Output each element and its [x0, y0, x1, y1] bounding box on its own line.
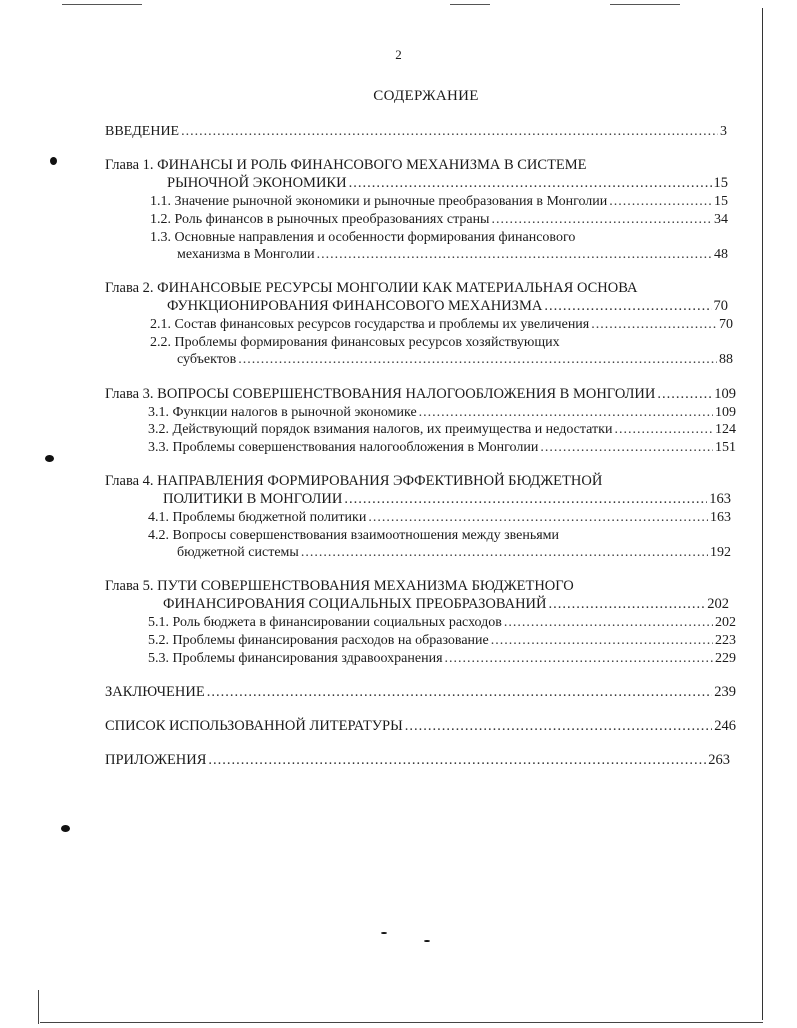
page-title: СОДЕРЖАНИЕ — [373, 88, 479, 104]
leader-dots — [540, 439, 713, 456]
toc-page: 34 — [714, 212, 728, 227]
toc-page: 15 — [713, 175, 728, 191]
leader-dots — [491, 632, 713, 649]
toc-label: РЫНОЧНОЙ ЭКОНОМИКИ — [167, 175, 347, 191]
toc-entry-section-5-3[interactable] — [148, 650, 736, 667]
leader-dots — [549, 596, 706, 613]
toc-label: 1.2. Роль финансов в рыночных преобразованиях страны — [150, 212, 490, 227]
scan-edge-left — [38, 990, 39, 1024]
toc-page: 15 — [714, 194, 728, 209]
toc-label: ПРИЛОЖЕНИЯ — [105, 752, 207, 768]
toc-page: 70 — [713, 298, 728, 314]
toc-page: 88 — [719, 352, 733, 367]
toc-entry-conclusion[interactable] — [105, 684, 736, 701]
toc-entry-chapter-3[interactable] — [105, 386, 736, 403]
toc-label: бюджетной системы — [177, 545, 299, 560]
scan-mark-top — [450, 4, 490, 5]
toc-entry-section-4-2[interactable] — [177, 544, 731, 561]
toc-page: 163 — [709, 491, 731, 507]
leader-dots — [344, 491, 707, 508]
toc-label: 5.3. Проблемы финансирования здравоохранения — [148, 651, 443, 666]
leader-dots — [419, 404, 713, 421]
leader-dots — [238, 351, 717, 368]
toc-page: 3 — [720, 124, 727, 139]
scan-mark-top — [610, 4, 680, 5]
toc-entry-section-2-2[interactable] — [177, 351, 733, 368]
toc-page: 223 — [715, 633, 736, 648]
toc-entry-section-2-1[interactable] — [150, 316, 733, 333]
toc-label: 3.3. Проблемы совершенствования налогообложения в Монголии — [148, 440, 539, 455]
leader-dots — [609, 193, 712, 210]
toc-label: 1.1. Значение рыночной экономики и рыночные преобразования в Монголии — [150, 194, 608, 209]
toc-entry-section-1-2[interactable] — [150, 211, 728, 228]
section-1-3-label: 1.3. Основные направления и особенности формирования финансового — [150, 230, 576, 245]
leader-dots — [614, 421, 713, 438]
toc-page: 163 — [710, 510, 731, 525]
toc-page: 70 — [719, 317, 733, 332]
toc-page: 151 — [715, 440, 736, 455]
toc-label: ВВЕДЕНИЕ — [105, 124, 180, 139]
toc-entry-chapter-4[interactable] — [163, 491, 731, 508]
toc-entry-section-1-3[interactable] — [177, 246, 728, 263]
toc-page: 239 — [714, 684, 736, 700]
toc-page: 124 — [715, 422, 736, 437]
leader-dots — [208, 752, 706, 769]
toc-label: ПОЛИТИКИ В МОНГОЛИИ — [163, 491, 343, 507]
chapter-1-heading: Глава 1. ФИНАНСЫ И РОЛЬ ФИНАНСОВОГО МЕХАНИЗМА В СИСТЕМЕ — [105, 157, 587, 173]
toc-entry-references[interactable] — [105, 718, 736, 735]
toc-label: ЗАКЛЮЧЕНИЕ — [105, 684, 205, 700]
toc-entry-section-4-1[interactable] — [148, 509, 731, 526]
scan-speck — [50, 157, 57, 165]
toc-label: субъектов — [177, 352, 237, 367]
toc-entry-chapter-5[interactable] — [163, 596, 729, 613]
toc-entry-chapter-2[interactable] — [167, 298, 728, 315]
leader-dots — [491, 211, 712, 228]
toc-label: ФИНАНСИРОВАНИЯ СОЦИАЛЬНЫХ ПРЕОБРАЗОВАНИЙ — [163, 596, 547, 612]
chapter-5-heading: Глава 5. ПУТИ СОВЕРШЕНСТВОВАНИЯ МЕХАНИЗМА БЮДЖЕТНОГО — [105, 578, 574, 594]
page-number: 2 — [395, 47, 402, 62]
toc-page: 202 — [715, 615, 736, 630]
leader-dots — [301, 544, 708, 561]
toc-page: 229 — [715, 651, 736, 666]
toc-label: Глава 3. ВОПРОСЫ СОВЕРШЕНСТВОВАНИЯ НАЛОГООБЛОЖЕНИЯ В МОНГОЛИИ — [105, 386, 656, 402]
toc-page: 202 — [707, 596, 729, 612]
toc-page: 263 — [708, 752, 730, 768]
toc-label: 4.1. Проблемы бюджетной политики — [148, 510, 367, 525]
toc-page: 109 — [714, 386, 736, 402]
toc-entry-section-5-2[interactable] — [148, 632, 736, 649]
leader-dots — [207, 684, 713, 701]
toc-label: 2.1. Состав финансовых ресурсов государства и проблемы их увеличения — [150, 317, 590, 332]
chapter-2-heading: Глава 2. ФИНАНСОВЫЕ РЕСУРСЫ МОНГОЛИИ КАК МАТЕРИАЛЬНАЯ ОСНОВА — [105, 280, 638, 296]
toc-entry-section-3-1[interactable] — [148, 404, 736, 421]
leader-dots — [405, 718, 712, 735]
section-2-2-label: 2.2. Проблемы формирования финансовых ресурсов хозяйствующих — [150, 335, 560, 350]
toc-entry-section-5-1[interactable] — [148, 614, 736, 631]
leader-dots — [504, 614, 713, 631]
scan-speck — [424, 940, 430, 942]
leader-dots — [181, 123, 718, 140]
leader-dots — [544, 298, 711, 315]
toc-label: 5.2. Проблемы финансирования расходов на образование — [148, 633, 489, 648]
toc-page: 109 — [715, 405, 736, 420]
scan-mark-top — [62, 4, 142, 5]
scan-speck — [381, 932, 387, 934]
leader-dots — [657, 386, 712, 403]
scan-speck — [45, 455, 54, 462]
leader-dots — [368, 509, 708, 526]
toc-entry-appendices[interactable] — [105, 752, 730, 769]
toc-entry-chapter-1[interactable] — [167, 175, 728, 192]
toc-label: 5.1. Роль бюджета в финансировании социальных расходов — [148, 615, 502, 630]
toc-page: 48 — [714, 247, 728, 262]
toc-entry-intro[interactable] — [105, 123, 727, 140]
toc-page: 192 — [710, 545, 731, 560]
toc-page: 246 — [714, 718, 736, 734]
scan-edge-right — [762, 8, 763, 1020]
scan-edge-bottom — [40, 1022, 763, 1023]
toc-entry-section-1-1[interactable] — [150, 193, 728, 210]
leader-dots — [317, 246, 712, 263]
toc-label: 3.1. Функции налогов в рыночной экономике — [148, 405, 417, 420]
leader-dots — [445, 650, 713, 667]
leader-dots — [591, 316, 717, 333]
toc-label: ФУНКЦИОНИРОВАНИЯ ФИНАНСОВОГО МЕХАНИЗМА — [167, 298, 543, 314]
toc-label: механизма в Монголии — [177, 247, 315, 262]
toc-label: СПИСОК ИСПОЛЬЗОВАННОЙ ЛИТЕРАТУРЫ — [105, 718, 403, 734]
toc-entry-section-3-3[interactable] — [148, 439, 736, 456]
section-4-2-label: 4.2. Вопросы совершенствования взаимоотношения между звеньями — [148, 528, 560, 543]
toc-label: 3.2. Действующий порядок взимания налогов, их преимущества и недостатки — [148, 422, 613, 437]
chapter-4-heading: Глава 4. НАПРАВЛЕНИЯ ФОРМИРОВАНИЯ ЭФФЕКТИВНОЙ БЮДЖЕТНОЙ — [105, 473, 603, 489]
toc-entry-section-3-2[interactable] — [148, 421, 736, 438]
leader-dots — [349, 175, 712, 192]
scan-speck — [61, 825, 70, 832]
